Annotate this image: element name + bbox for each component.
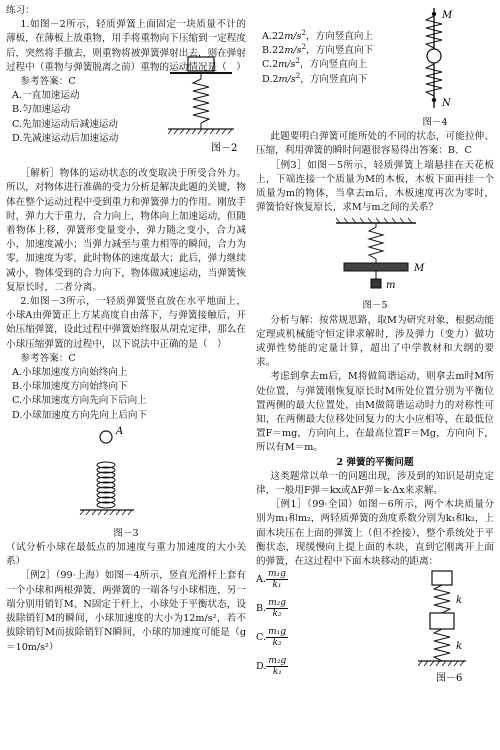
example-1-options bbox=[256, 569, 356, 685]
figure-5-caption: 图－5 bbox=[362, 300, 388, 312]
example-2-option-c: $C.2m/s^2$，方向竖直向上 bbox=[262, 57, 368, 71]
spring-k2-label: k bbox=[456, 641, 463, 653]
question-1-option-c: C.先加速运动后减速运动 bbox=[12, 118, 118, 130]
section-text: 这类题常以单一的问题出现，涉及到的知识是胡克定律，一般用F弹＝kx或ΔF弹＝k·Δx来求解。 bbox=[256, 470, 494, 497]
example-2-options-with-figure bbox=[256, 4, 494, 116]
question-1-option-d: D.先减速运动后加速运动 bbox=[12, 132, 119, 144]
lower-block bbox=[430, 613, 454, 629]
pin-n-label: N bbox=[442, 98, 451, 109]
spring-k1-label: k bbox=[456, 595, 463, 607]
figure-3-diagram bbox=[76, 425, 176, 525]
section-title: 2 弹簧的平衡问题 bbox=[336, 456, 414, 468]
question-1-text: 1.如图－2所示，轻质弹簧上面固定一块质量不计的薄板，在薄板上放重物，用手将重物向下压缩到一定程度后，突然将手撤去，则重物将被弹簧弹射出去，则在弹射过程中（重物与弹簧脱离之前）重物的运动情况是（ ） bbox=[6, 19, 246, 73]
question-1-options bbox=[6, 89, 146, 146]
figure-2-diagram bbox=[156, 53, 246, 157]
practice-heading: 练习： bbox=[6, 5, 35, 16]
left-column bbox=[6, 4, 246, 655]
figure-5-diagram bbox=[316, 217, 436, 299]
example-1-text: ［例1］（99·全国）如图－6所示，两个木块质量分别为m₁和m₂，两轻质弹簧的劲度系数分别为k₁和k₂，上面木块压在上面的弹簧上（但不拴接），整个系统处于平衡状态，现缓慢向上提上面的木块，直到它刚离开上面的弹簧，在这过程中下面木块移动的距离： bbox=[256, 499, 494, 568]
ball-a bbox=[100, 431, 112, 443]
question-1-option-b: B.匀加速运动 bbox=[12, 104, 71, 116]
example-2-options bbox=[256, 30, 406, 87]
plank-m bbox=[344, 263, 408, 271]
consider-analysis: 考虑到拿去m后，M将做简谐运动，则拿去m时M所处位置，与弹簧刚恢复原长时M所处位置分别为平衡位置两侧的最大位置处，由M做简谐运动时力的对称性可知，在两侧最大位移处回复力的大小应相等，在最低位置F＝mg，方向向上，在最高位置F＝Mg，方向向下，所以有M＝m。 bbox=[256, 371, 494, 454]
question-1-option-a: A.一直加速运动 bbox=[12, 90, 80, 102]
question-2-text: 2.如图－3所示，一轻质弹簧竖直放在水平地面上，小球A由弹簧正上方某高度自由落下，与弹簧接触后，开始压缩弹簧，设此过程中弹簧始终服从胡克定律，那么在小球压缩弹簧的过程中，以下说法中正确的是（ ） bbox=[6, 296, 246, 350]
example-1-option-d: D. $\frac{\text{m₂g}}{\text{k₁}}$ bbox=[256, 656, 287, 678]
question-2-option-c: C.小球加速度方向先向下后向上 bbox=[12, 395, 147, 407]
example-2-option-a: $A.22m/s^2$，方向竖直向上 bbox=[262, 28, 374, 42]
example-1-option-a: A. $\frac{\text{m₁g}}{\text{k₁}}$ bbox=[256, 569, 286, 591]
question-2-option-b: B.小球加速度方向始终向下 bbox=[12, 381, 128, 393]
question-1-options-with-figure bbox=[6, 89, 246, 167]
ball bbox=[427, 49, 441, 63]
figure-5 bbox=[256, 215, 494, 299]
example-2-option-d: $D.2m/s^2$，方向竖直向下 bbox=[262, 71, 368, 85]
right-column bbox=[256, 4, 494, 689]
example-2-analysis: 此题要明白弹簧可能所处的不同的状态，可能拉伸、压缩，利用弹簧的瞬时问题很容易得出答案：B、C bbox=[256, 131, 494, 157]
question-2-reference-answer: 参考答案：C bbox=[20, 352, 76, 364]
question-1-analysis: ［解析］物体的运动状态的改变取决于所受合外力。所以，对物体进行准确的受力分析是解决此题的关键，物体在整个运动过程中受到重力和弹簧弹力的作用。刚放手时，弹力大于重力，合力向上，物体向上加速运动，但随着物体上移，弹簧形变量变小，弹力随之变小，合力减小，加速度减小；当弹力减至与重力相等的瞬间，合力为零，加速度为零，此时物体的速度最大；此后，弹力继续减小，物体受到的合力向下，物体做减速运动，当弹簧恢复原长时，二者分离。 bbox=[6, 168, 246, 293]
example-2-option-b: $B.22m/s^2$，方向竖直向下 bbox=[262, 43, 374, 57]
question-2-option-d: D.小球加速度方向先向上后向下 bbox=[12, 409, 148, 421]
pin-m-label: M bbox=[442, 10, 453, 21]
ball-a-label: A bbox=[116, 425, 124, 437]
question-2-option-a: A.小球加速度方向始终向上 bbox=[12, 367, 128, 379]
figure-3-caption: 图－3 bbox=[113, 527, 139, 539]
figure-3-note: （试分析小球在最低点的加速度与重力加速度的大小关系） bbox=[6, 542, 246, 568]
figure-6-caption: 图－6 bbox=[436, 673, 463, 685]
question-1-reference-answer: 参考答案：C bbox=[20, 76, 76, 88]
plank-label: M bbox=[414, 263, 425, 275]
figure-2-caption: 图－2 bbox=[211, 143, 238, 155]
example-1-option-c: C. $\frac{\text{m₁g}}{\text{k₂}}$ bbox=[256, 627, 286, 649]
figure-3 bbox=[6, 423, 246, 527]
figure-4-diagram bbox=[412, 4, 492, 116]
block-label: m bbox=[386, 280, 396, 292]
method-analysis: 分析与解：按常规思路，取M为研究对象，根据动能定理或机械能守恒定律求解时，涉及弹力（变力）做功或弹性势能的定量计算，超出了中学教材和大纲的要求。 bbox=[256, 314, 494, 369]
example-2-text: ［例2］（99·上海）如图－4所示，竖直光滑杆上套有一个小球和两根弹簧，两弹簧的一端各与小球相连，另一端分别用销钉M、N固定于杆上，小球处于平衡状态，设拔除销钉M的瞬间，小球加速度的大小为12m/s²，若不拔除销钉M而拔除销钉N瞬间，小球的加速度可能是（g＝10m/s²） bbox=[6, 570, 246, 653]
upper-block bbox=[432, 571, 452, 585]
figure-4-caption: 图－4 bbox=[422, 117, 448, 128]
example-1-option-b: B. $\frac{\text{m₂g}}{\text{k₂}}$ bbox=[256, 598, 287, 620]
example-3-text: ［例3］如图－5所示，轻质弹簧上端悬挂在天花板上，下端连接一个质量为M的木板，木板下面再挂一个质量为m的物体，当拿去m后，木板速度再次为零时，弹簧恰好恢复原长，求M与m之间的关系？ bbox=[256, 159, 494, 214]
block-m bbox=[371, 279, 381, 288]
figure-6-diagram bbox=[406, 569, 486, 687]
example-1-options-with-figure bbox=[256, 569, 494, 689]
